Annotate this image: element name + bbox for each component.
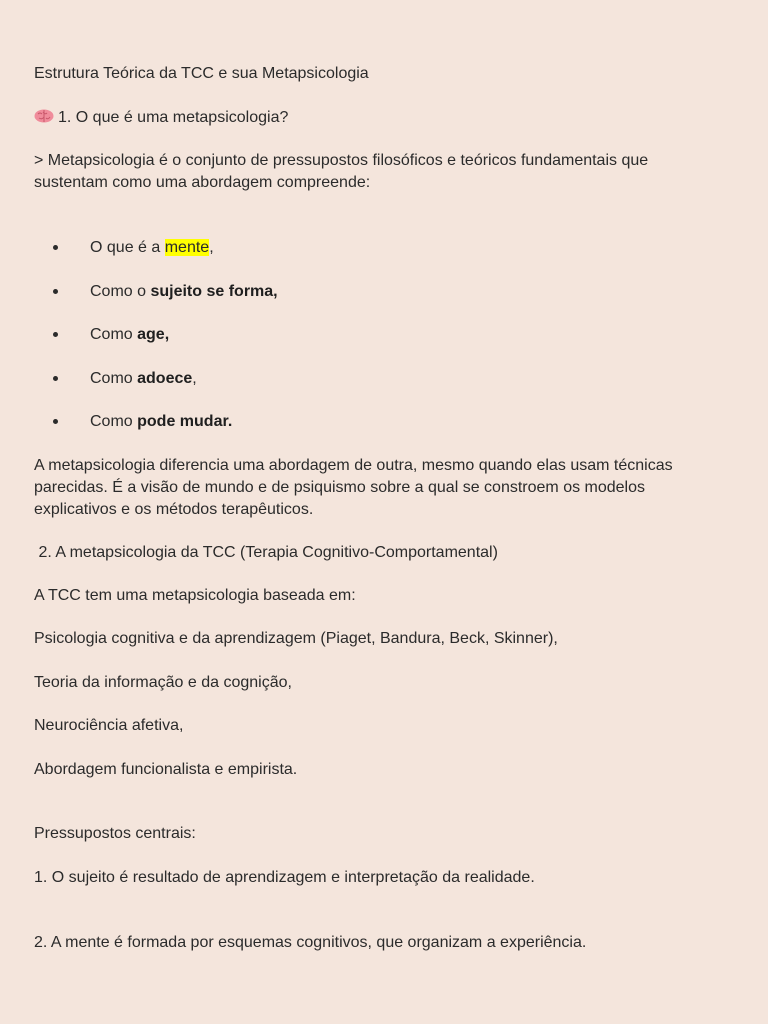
paragraph-1-line-1: A metapsicologia diferencia uma abordagem de outra, mesmo quando elas usam técnicas [34, 457, 673, 474]
bullet-prefix: Como [90, 370, 138, 387]
section1-heading: 1. O que é uma metapsicologia? [58, 109, 289, 126]
paragraph-1-line-2: parecidas. É a visão de mundo e de psiquismo sobre a qual se constroem os modelos [34, 479, 646, 496]
bullet-item-age [90, 324, 169, 346]
pressupostos-heading: Pressupostos centrais: [34, 825, 196, 842]
section1-heading-line [34, 107, 738, 129]
bullet-dot [53, 419, 58, 424]
bullet-suffix: , [164, 326, 170, 343]
bullet-prefix: Como o [90, 283, 151, 300]
bullet-item-adoece [90, 368, 197, 390]
bullet-suffix: , [192, 370, 197, 387]
highlighted-term: mente [164, 239, 210, 256]
bullet-item-mente [90, 237, 214, 259]
document-title: Estrutura Teórica da TCC e sua Metapsicologia [34, 65, 369, 82]
tcc-base-item: Teoria da informação e da cognição, [34, 674, 292, 691]
tcc-base-item: Psicologia cognitiva e da aprendizagem (Piaget, Bandura, Beck, Skinner), [34, 630, 558, 647]
bullet-prefix: Como [90, 413, 138, 430]
bold-term: sujeito se forma [150, 283, 274, 300]
bullet-suffix: , [273, 283, 278, 300]
tcc-intro: A TCC tem uma metapsicologia baseada em: [34, 587, 356, 604]
bullet-dot [53, 376, 58, 381]
bold-term: adoece [137, 370, 193, 387]
pressuposto-item: 1. O sujeito é resultado de aprendizagem e interpretação da realidade. [34, 869, 535, 886]
brain-icon [34, 108, 54, 122]
pressuposto-item: 2. A mente é formada por esquemas cognitivos, que organizam a experiência. [34, 934, 587, 951]
bold-term: pode mudar [137, 413, 228, 430]
bullet-prefix: O que é a [90, 239, 165, 256]
bullet-prefix: Como [90, 326, 138, 343]
quote-line-1: > Metapsicologia é o conjunto de pressupostos filosóficos e teóricos fundamentais que [34, 152, 649, 169]
bullet-dot [53, 245, 58, 250]
quote-line-2: sustentam como uma abordagem compreende: [34, 174, 371, 191]
tcc-base-item: Neurociência afetiva, [34, 717, 184, 734]
bullet-dot [53, 332, 58, 337]
bullet-item-mudar [90, 411, 232, 433]
paragraph-1-line-3: explicativos e os métodos terapêuticos. [34, 501, 314, 518]
tcc-base-item: Abordagem funcionalista e empirista. [34, 761, 298, 778]
bullet-suffix: . [227, 413, 233, 430]
bold-term: age [137, 326, 165, 343]
section2-heading: 2. A metapsicologia da TCC (Terapia Cognitivo-Comportamental) [34, 544, 498, 561]
bullet-item-sujeito [90, 281, 278, 303]
bullet-dot [53, 289, 58, 294]
bullet-suffix: , [209, 239, 214, 256]
